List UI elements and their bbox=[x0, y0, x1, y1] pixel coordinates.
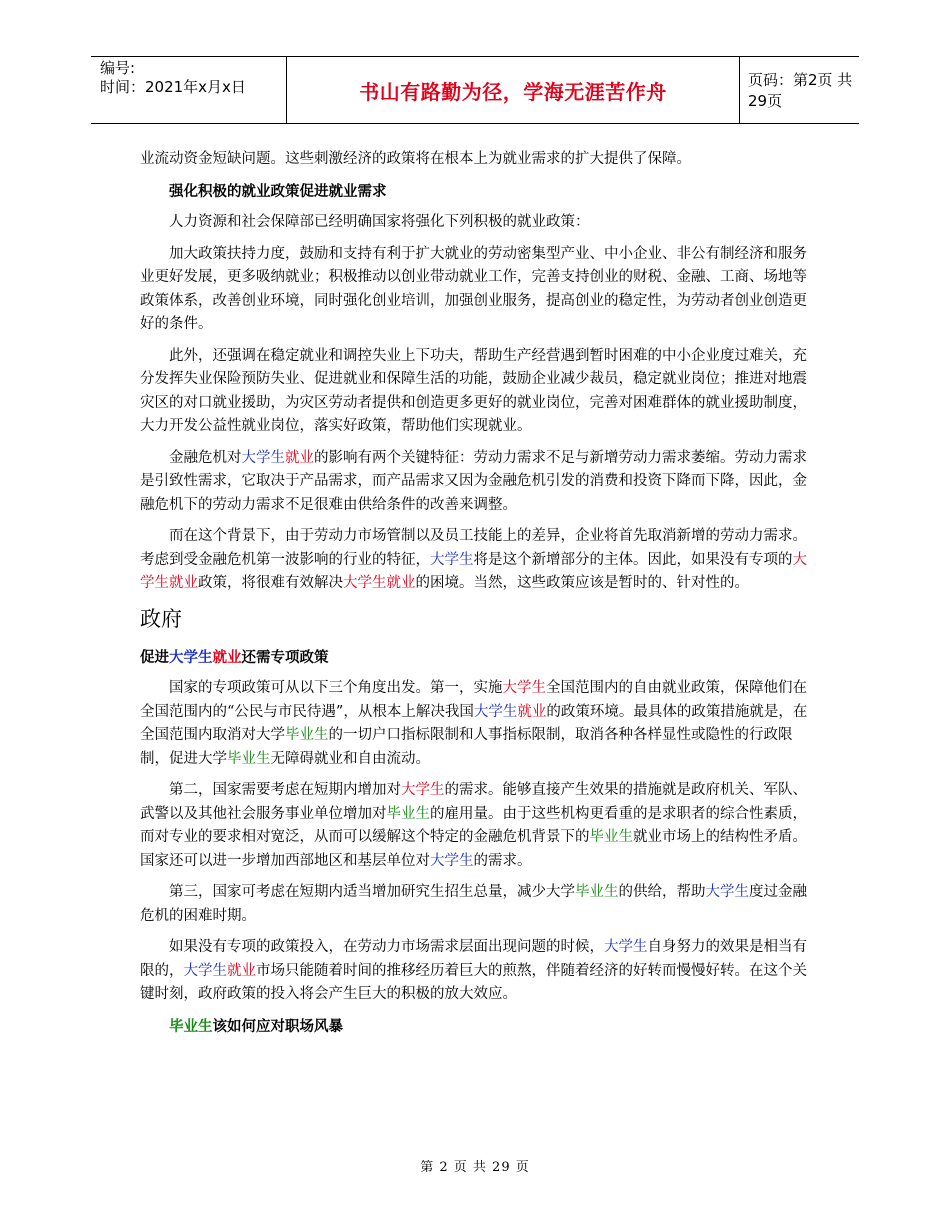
text-run: 该如何应对职场风暴 bbox=[212, 1017, 343, 1035]
keyword-link[interactable]: 就业 bbox=[227, 962, 256, 979]
section-heading bbox=[140, 646, 820, 670]
text-run: 的政策环境。最具体的政策措施就是，在全国范围内取消对大学 bbox=[140, 703, 808, 743]
text-run: 的需求。能够直接产生效果的措施就是政府机关、军队、武警以及其他社会服务事业单位增加对 bbox=[140, 782, 807, 822]
keyword-link[interactable]: 毕业生 bbox=[575, 884, 619, 900]
keyword-link[interactable]: 大学生 bbox=[473, 703, 518, 720]
paragraph bbox=[140, 525, 820, 596]
text-run: 而在这个背景下，由于劳动力市场管制以及员工技能上的差异，企业将首先取消新增的劳动力需求。考虑到受金融危机第一波影响的行业的特征， bbox=[140, 528, 807, 568]
text-run: 全国范围内的自由就业政策，保障他们在全国范围内的“公民与市民待遇”，从根本上解决我国 bbox=[140, 680, 807, 720]
document-date: 时间：2021年x月x日 bbox=[100, 78, 246, 96]
document-body bbox=[140, 148, 820, 1046]
text-run: 的供给，帮助 bbox=[618, 884, 706, 900]
document-number-label: 编号: bbox=[100, 59, 136, 77]
text-run: 的影响有两个关键特征：劳动力需求不足与新增劳动力需求萎缩。劳动力需求是引致性需求，它取决于产品需求，而产品需求又因为金融危机引发的消费和投资下降而下降，因此，金融危机下的劳动力需求不足很难由供给条件的改善来调整。 bbox=[140, 449, 807, 513]
text-run: 政策，将很难有效解决 bbox=[198, 575, 343, 591]
keyword-link[interactable]: 大学生 bbox=[241, 449, 285, 466]
keyword-link[interactable]: 毕业生 bbox=[589, 829, 633, 845]
page-header bbox=[91, 56, 859, 124]
paragraph: 此外，还强调在稳定就业和调控失业上下功夫，帮助生产经营遇到暂时困难的中小企业度过难关，充分发挥失业保险预防失业、促进就业和保障生活的功能，鼓励企业减少裁员，稳定就业岗位；推进对地震灾区的对口就业援助，为灾区劳动者提供和创造更多更好的就业岗位，完善对困难群体的就业援助制度，大力开发公益性就业岗位，落实好政策，帮助他们实现就业。 bbox=[140, 347, 807, 434]
header-motto: 书山有路勤为径，学海无涯苦作舟 bbox=[286, 57, 740, 123]
keyword-link[interactable]: 大学生 bbox=[705, 884, 749, 900]
keyword-link[interactable]: 大学生 bbox=[430, 852, 474, 869]
keyword-link[interactable]: 就业 bbox=[212, 648, 242, 666]
header-page-info: 页码：第2页 共29页 bbox=[748, 71, 853, 110]
text-run: 还需专项政策 bbox=[241, 648, 329, 666]
text-run: 促进 bbox=[140, 648, 169, 666]
text-run: 的雇用量。由于这些机构更看重的是求职者的综合性素质，而对专业的要求相对宽泛，从而可以缓解这个特定的金融危机背景下的 bbox=[140, 805, 807, 845]
keyword-link[interactable]: 大学生 bbox=[140, 551, 807, 591]
text-run: 的困境。当然，这些政策应该是暂时的、针对性的。 bbox=[415, 575, 749, 591]
keyword-link[interactable]: 大学生 bbox=[430, 551, 474, 568]
section-heading: 强化积极的就业政策促进就业需求 bbox=[169, 182, 387, 200]
header-meta bbox=[100, 59, 285, 97]
keyword-link[interactable]: 大学生 bbox=[343, 575, 387, 591]
paragraph bbox=[140, 677, 820, 771]
paragraph: 人力资源和社会保障部已经明确国家将强化下列积极的就业政策： bbox=[169, 214, 590, 230]
paragraph bbox=[140, 936, 820, 1007]
text-run: 第二，国家需要考虑在短期内增加对 bbox=[169, 782, 401, 798]
keyword-link[interactable]: 就业 bbox=[169, 575, 198, 591]
text-run: 的需求。 bbox=[473, 852, 532, 869]
keyword-link[interactable]: 就业 bbox=[386, 575, 416, 591]
text-run: 金融危机对 bbox=[169, 449, 242, 466]
keyword-link[interactable]: 大学生 bbox=[604, 939, 648, 955]
text-run: 国家的专项政策可从以下三个角度出发。第一，实施 bbox=[169, 680, 503, 696]
paragraph bbox=[140, 881, 820, 928]
large-heading: 政府 bbox=[140, 606, 182, 631]
text-run: 自身努力的效果是相当有限的， bbox=[140, 939, 807, 979]
text-run: 就业市场上的结构性矛盾。国家还可以进一步增加西部地区和基层单位对 bbox=[140, 829, 807, 869]
keyword-link[interactable]: 毕业生 bbox=[285, 727, 329, 743]
keyword-link[interactable]: 毕业生 bbox=[169, 1017, 213, 1035]
paragraph bbox=[140, 447, 820, 518]
keyword-link[interactable]: 大学生 bbox=[169, 648, 213, 666]
keyword-link[interactable]: 毕业生 bbox=[227, 750, 271, 767]
paragraph: 业流动资金短缺问题。这些刺激经济的政策将在根本上为就业需求的扩大提供了保障。 bbox=[140, 151, 691, 167]
text-run: 无障碍就业和自由流动。 bbox=[270, 750, 430, 767]
page-footer: 第 2 页 共 29 页 bbox=[420, 1160, 530, 1175]
paragraph bbox=[140, 779, 820, 873]
keyword-link[interactable]: 就业 bbox=[517, 703, 547, 720]
text-run: 的一切户口指标限制和人事指标限制，取消各种各样显性或隐性的行政限制，促进大学 bbox=[140, 727, 793, 767]
text-run: 如果没有专项的政策投入，在劳动力市场需求层面出现问题的时候， bbox=[169, 939, 604, 955]
paragraph: 加大政策扶持力度，鼓励和支持有利于扩大就业的劳动密集型产业、中小企业、非公有制经济和服务业更好发展，更多吸纳就业；积极推动以创业带动就业工作，完善支持创业的财税、金融、工商、场地等政策体系，改善创业环境，同时强化创业培训，加强创业服务，提高创业的稳定性，为劳动者创业创造更好的条件。 bbox=[140, 245, 807, 332]
keyword-link[interactable]: 毕业生 bbox=[386, 805, 430, 822]
keyword-link[interactable]: 就业 bbox=[285, 449, 314, 466]
text-run: 市场只能随着时间的推移经历着巨大的煎熬，伴随着经济的好转而慢慢好转。在这个关键时刻，政府政策的投入将会产生巨大的积极的放大效应。 bbox=[140, 962, 807, 1002]
text-run: 度过金融危机的困难时期。 bbox=[140, 884, 807, 924]
text-run: 将是这个新增部分的主体。因此，如果没有专项的 bbox=[473, 551, 793, 568]
section-heading bbox=[140, 1015, 820, 1039]
keyword-link[interactable]: 大学生 bbox=[183, 962, 227, 979]
keyword-link[interactable]: 大学生 bbox=[502, 680, 546, 696]
keyword-link[interactable]: 大学生 bbox=[401, 782, 445, 798]
text-run: 第三，国家可考虑在短期内适当增加研究生招生总量，减少大学 bbox=[169, 884, 575, 900]
